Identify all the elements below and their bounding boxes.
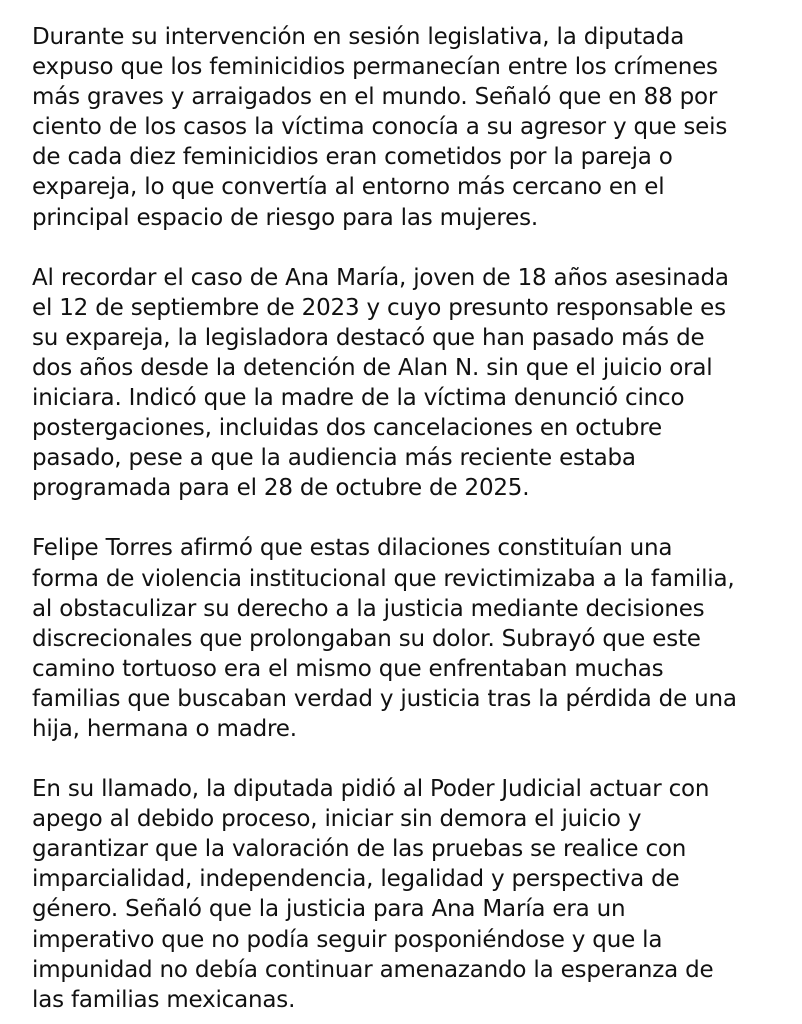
article-paragraph: En su llamado, la diputada pidió al Poder Judicial actuar con apego al debido proceso, iniciar sin demora el juicio y garantizar que la valoración de las pruebas se realice con imparcialidad, independencia, legalidad y perspectiva de género. Señaló que la justicia para Ana María era un imperativo que no podía seguir posponiéndose y que la impunidad no debía continuar amenazando la esperanza de las familias mexicanas. — [32, 776, 714, 1013]
article-paragraph: Durante su intervención en sesión legislativa, la diputada expuso que los feminicidios permanecían entre los crímenes más graves y arraigados en el mundo. Señaló que en 88 por ciento de los casos la víctima conocía a su agresor y que seis de cada diez feminicidios eran cometidos por la pareja o expareja, lo que convertía al entorno más cercano en el principal espacio de riesgo para las mujeres. — [32, 24, 728, 231]
article-paragraph: Al recordar el caso de Ana María, joven de 18 años asesinada el 12 de septiembre de 2023 y cuyo presunto responsable es su expareja, la legisladora destacó que han pasado más de dos años desde la detención de Alan N. sin que el juicio oral iniciara. Indicó que la madre de la víctima denunció cinco postergaciones, incluidas dos cancelaciones en octubre pasado, pese a que la audiencia más reciente estaba programada para el 28 de octubre de 2025. — [32, 264, 729, 502]
article-paragraph: Felipe Torres afirmó que estas dilaciones constituían una forma de violencia institucional que revictimizaba a la familia, al obstaculizar su derecho a la justicia mediante decisiones discrecionales que prolongaban su dolor. Subrayó que este camino tortuoso era el mismo que enfrentaban muchas familias que buscaban verdad y justicia tras la pérdida de una hija, hermana o madre. — [32, 535, 737, 742]
article-body — [32, 22, 780, 1015]
